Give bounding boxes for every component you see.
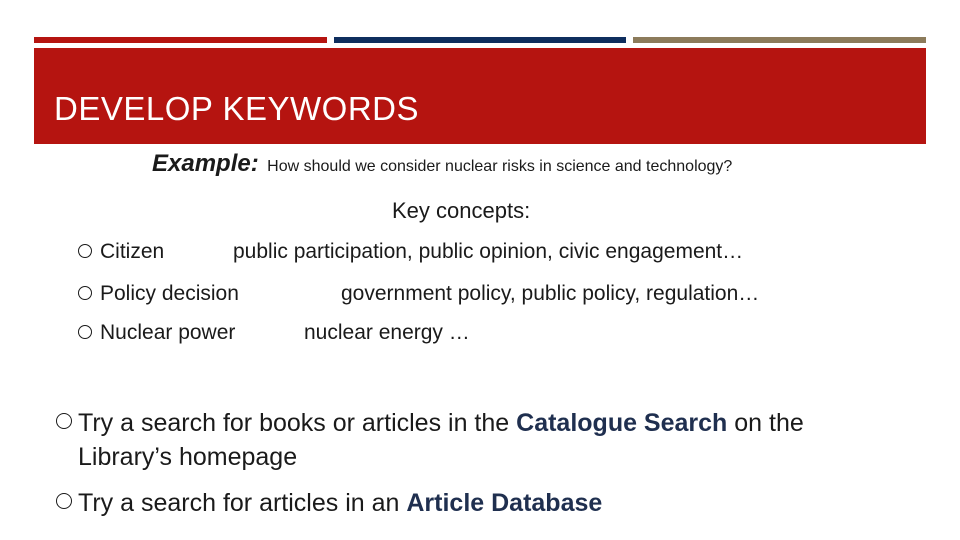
concept-row: [78, 240, 744, 264]
catalogue-search-link: Catalogue Search: [516, 409, 728, 437]
concept-keywords: nuclear energy …: [304, 321, 470, 344]
example-line: [152, 150, 732, 178]
tip-item: [56, 406, 916, 474]
concept-row: [78, 282, 760, 306]
concept-keywords: government policy, public policy, regulation…: [341, 282, 760, 305]
concept-row: [78, 321, 470, 345]
example-question: How should we consider nuclear risks in science and technology?: [267, 158, 733, 175]
concept-keywords: public participation, public opinion, civic engagement…: [233, 240, 744, 263]
hollow-circle-bullet-icon: [78, 286, 92, 300]
tip-text-end: on the: [727, 409, 804, 437]
concept-term: Nuclear power: [100, 321, 236, 344]
hollow-circle-bullet-icon: [56, 493, 72, 509]
tip-text: Try a search for books or articles in the: [78, 409, 517, 437]
hollow-circle-bullet-icon: [78, 244, 92, 258]
slide-title: DEVELOP KEYWORDS: [54, 90, 419, 127]
accent-stripe-navy: [334, 37, 626, 43]
key-concepts-heading: Key concepts:: [392, 198, 531, 223]
concept-term: Policy decision: [100, 282, 239, 305]
accent-stripe-tan: [633, 37, 926, 43]
hollow-circle-bullet-icon: [78, 325, 92, 339]
hollow-circle-bullet-icon: [56, 413, 72, 429]
tip-text-line2: Library’s homepage: [78, 443, 298, 471]
title-band: [34, 48, 926, 144]
article-database-link: Article Database: [406, 489, 603, 517]
tip-text: Try a search for articles in an: [78, 489, 407, 517]
accent-stripe-red: [34, 37, 327, 43]
example-label: Example:: [152, 150, 259, 177]
tip-item: [56, 486, 916, 520]
concept-term: Citizen: [100, 240, 165, 263]
